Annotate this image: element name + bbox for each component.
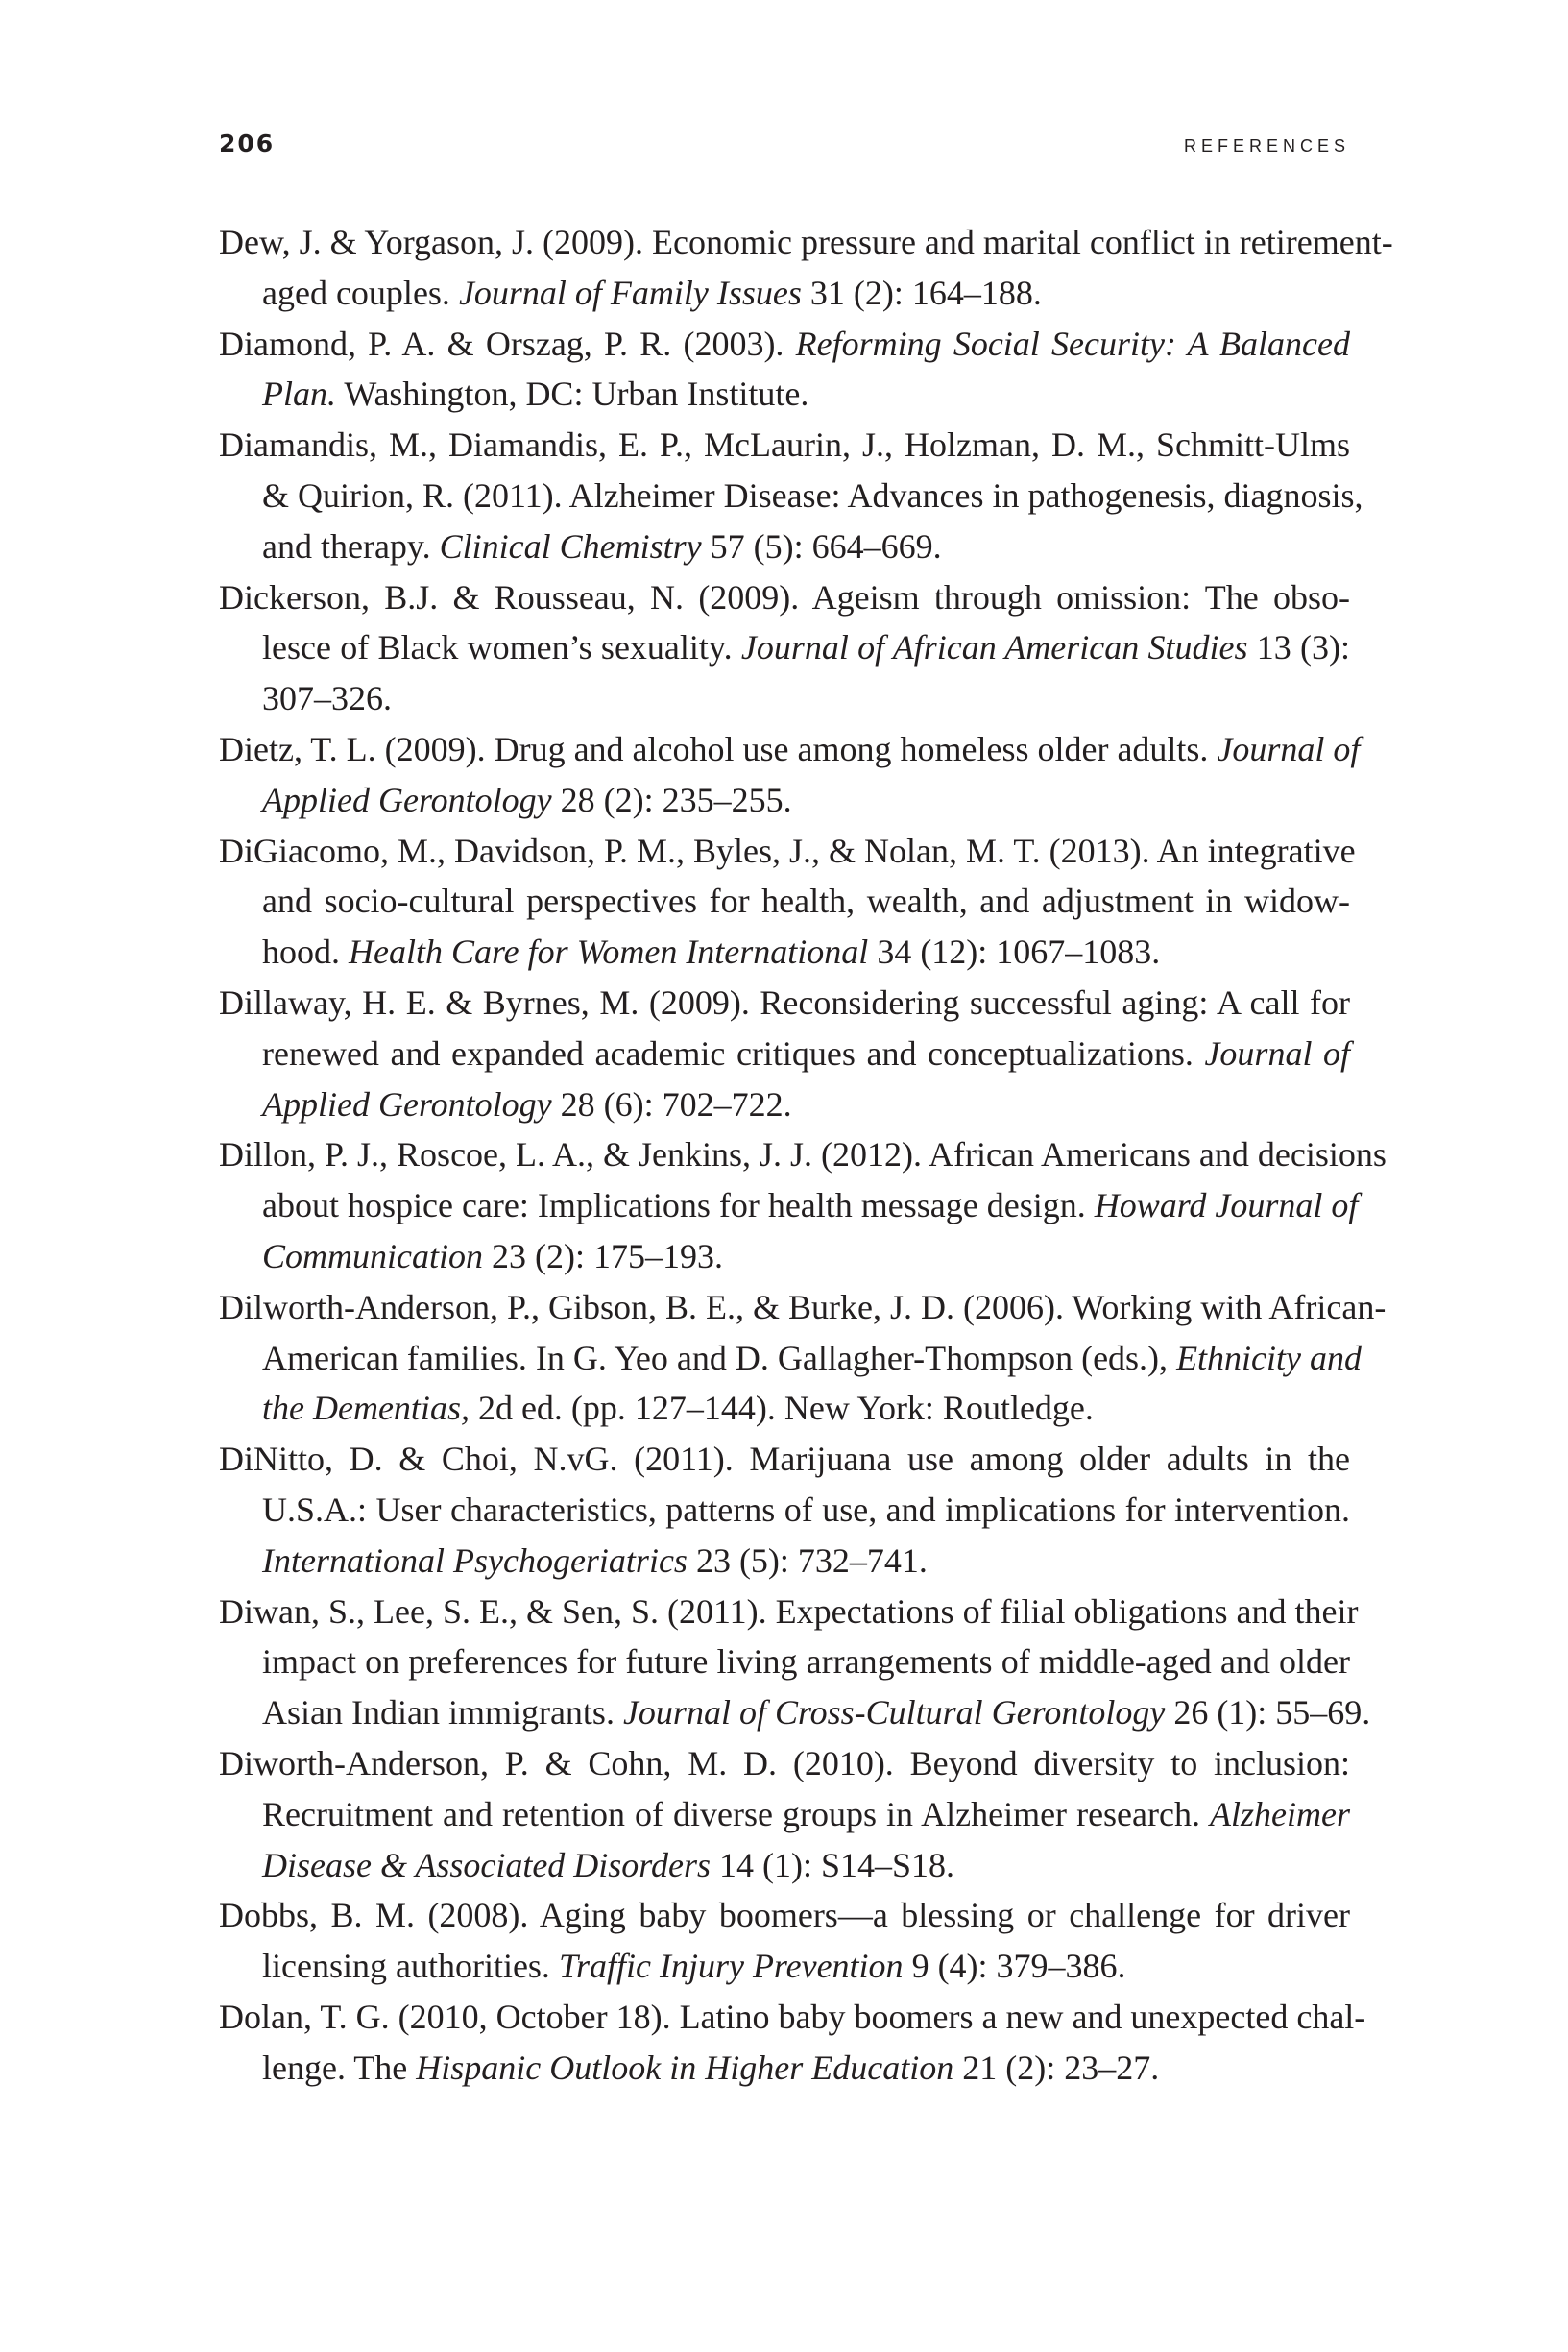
reference-line — [219, 1129, 1387, 1180]
reference-text: Dew, J. & Yorgason, J. (2009). Economic pressure and marital conflict in retirement- — [219, 223, 1393, 261]
reference-line — [219, 775, 1350, 826]
italic-title: Applied Gerontology — [262, 1084, 552, 1124]
italic-title: Applied Gerontology — [262, 780, 552, 819]
reference-text: Dilworth-Anderson, P., Gibson, B. E., & Burke, J. D. (2006). Working with African- — [219, 1287, 1387, 1326]
reference-entry — [219, 217, 1393, 319]
reference-line — [219, 673, 1350, 724]
italic-title: Journal of — [1204, 1033, 1350, 1073]
reference-line — [219, 471, 1363, 521]
italic-title: Plan. — [262, 375, 336, 414]
reference-text: lesce of Black women’s sexuality. — [262, 628, 741, 667]
reference-entry — [219, 826, 1356, 978]
reference-line — [219, 1687, 1371, 1738]
running-head — [219, 128, 1350, 160]
reference-line — [219, 2043, 1350, 2094]
reference-entry — [219, 1738, 1350, 1890]
reference-line — [219, 319, 1350, 370]
reference-line — [219, 217, 1393, 268]
reference-line — [219, 1434, 1350, 1485]
italic-title: Health Care for Women International — [349, 933, 869, 972]
reference-text: 23 (2): 175–193. — [483, 1236, 723, 1275]
reference-text: U.S.A.: User characteristics, patterns of use, and implications for intervention. — [262, 1490, 1350, 1529]
reference-text: DiGiacomo, M., Davidson, P. M., Byles, J., & Nolan, M. T. (2013). An integrative — [219, 831, 1356, 870]
reference-text: Dickerson, B.J. & Rousseau, N. (2009). Ageism through omission: The obso- — [219, 577, 1350, 617]
reference-line — [219, 268, 1350, 319]
reference-text: Diamond, P. A. & Orszag, P. R. (2003). — [219, 324, 796, 363]
reference-text: 21 (2): 23–27. — [953, 2048, 1160, 2087]
reference-line — [219, 369, 1350, 420]
reference-line — [219, 1941, 1350, 1992]
italic-title: Clinical Chemistry — [439, 526, 702, 566]
reference-text: DiNitto, D. & Choi, N.vG. (2011). Marijuana use among older adults in the — [219, 1440, 1350, 1479]
reference-text: renewed and expanded academic critiques and conceptualizations. — [262, 1033, 1205, 1073]
reference-line — [219, 1485, 1350, 1536]
reference-entry — [219, 1282, 1387, 1434]
reference-text: impact on preferences for future living arrangements of middle-aged and older — [262, 1642, 1350, 1682]
reference-text: and therapy. — [262, 526, 440, 566]
reference-text: & Quirion, R. (2011). Alzheimer Disease: Advances in pathogenesis, diagnosis, — [262, 475, 1363, 515]
italic-title: Ethnicity and — [1176, 1338, 1363, 1377]
reference-line — [219, 572, 1350, 623]
italic-title: Journal of Cross-Cultural Gerontology — [622, 1693, 1166, 1733]
italic-title: Howard Journal of — [1094, 1186, 1359, 1225]
reference-line — [219, 1029, 1350, 1079]
reference-line — [219, 1587, 1359, 1637]
italic-title: Disease & Associated Disorders — [262, 1845, 711, 1884]
reference-line — [219, 521, 1350, 572]
reference-text: Diworth-Anderson, P. & Cohn, M. D. (2010). Beyond diversity to inclusion: — [219, 1743, 1350, 1782]
italic-title: Communication — [262, 1236, 483, 1275]
italic-title: the Dementias, — [262, 1389, 470, 1428]
reference-entry — [219, 572, 1350, 724]
reference-text: aged couples. — [262, 273, 459, 312]
reference-text: Washington, DC: Urban Institute. — [336, 375, 809, 414]
reference-text: 28 (6): 702–722. — [551, 1084, 792, 1124]
reference-entry — [219, 1129, 1387, 1281]
reference-line — [219, 876, 1350, 927]
page-number: 206 — [219, 130, 276, 158]
reference-text: 307–326. — [262, 679, 392, 718]
reference-text: American families. In G. Yeo and D. Gallagher-Thompson (eds.), — [262, 1338, 1177, 1377]
reference-text: Dolan, T. G. (2010, October 18). Latino baby boomers a new and unexpected chal- — [219, 1997, 1366, 2036]
italic-title: International Psychogeriatrics — [262, 1540, 688, 1580]
reference-line — [219, 1333, 1363, 1384]
reference-text: 13 (3): — [1247, 628, 1351, 667]
reference-text: 9 (4): 379–386. — [903, 1947, 1126, 1986]
reference-text: licensing authorities. — [262, 1947, 559, 1986]
reference-text: 23 (5): 732–741. — [687, 1540, 928, 1580]
reference-line — [219, 1738, 1350, 1789]
reference-entry — [219, 978, 1350, 1129]
reference-text: and socio-cultural perspectives for health, wealth, and adjustment in widow- — [262, 882, 1350, 921]
reference-text: 34 (12): 1067–1083. — [868, 933, 1161, 972]
reference-text: 28 (2): 235–255. — [551, 780, 792, 819]
reference-text: Asian Indian immigrants. — [262, 1693, 623, 1733]
reference-text: Dillon, P. J., Roscoe, L. A., & Jenkins, J. J. (2012). African Americans and decisions — [219, 1135, 1387, 1175]
reference-entry — [219, 1587, 1371, 1738]
reference-line — [219, 1637, 1350, 1687]
reference-line — [219, 1536, 1350, 1587]
reference-text: Recruitment and retention of diverse groups in Alzheimer research. — [262, 1794, 1211, 1833]
reference-text: Dobbs, B. M. (2008). Aging baby boomers—a blessing or challenge for driver — [219, 1896, 1350, 1935]
reference-line — [219, 420, 1350, 471]
reference-line — [219, 622, 1350, 673]
reference-line — [219, 1231, 1350, 1282]
reference-line — [219, 1992, 1366, 2043]
reference-text: about hospice care: Implications for health message design. — [262, 1186, 1095, 1225]
reference-entry — [219, 319, 1350, 421]
reference-text: Dietz, T. L. (2009). Drug and alcohol use among homeless older adults. — [219, 729, 1218, 768]
reference-entry — [219, 420, 1363, 571]
reference-line — [219, 1180, 1359, 1231]
section-title: REFERENCES — [1183, 136, 1350, 156]
reference-line — [219, 1840, 1350, 1891]
italic-title: Journal of Family Issues — [458, 273, 802, 312]
reference-line — [219, 1079, 1350, 1130]
italic-title: Alzheimer — [1210, 1794, 1350, 1833]
italic-title: Hispanic Outlook in Higher Education — [416, 2048, 954, 2087]
reference-line — [219, 724, 1361, 775]
reference-line — [219, 1890, 1350, 1941]
reference-text: Diwan, S., Lee, S. E., & Sen, S. (2011). Expectations of filial obligations and their — [219, 1591, 1359, 1631]
reference-entry — [219, 1890, 1350, 1992]
reference-entry — [219, 1434, 1350, 1586]
reference-line — [219, 1282, 1387, 1333]
reference-line — [219, 1383, 1350, 1434]
reference-list — [219, 217, 1393, 2093]
italic-title: Traffic Injury Prevention — [558, 1947, 904, 1986]
reference-text: hood. — [262, 933, 349, 972]
reference-line — [219, 927, 1350, 978]
reference-line — [219, 978, 1350, 1029]
reference-text: Diamandis, M., Diamandis, E. P., McLaurin, J., Holzman, D. M., Schmitt-Ulms — [219, 425, 1350, 465]
reference-entry — [219, 1992, 1366, 2094]
reference-text: lenge. The — [262, 2048, 417, 2087]
reference-text: 26 (1): 55–69. — [1165, 1693, 1371, 1733]
reference-line — [219, 1789, 1350, 1840]
italic-title: Journal of African American Studies — [740, 628, 1248, 667]
reference-text: Dillaway, H. E. & Byrnes, M. (2009). Reconsidering successful aging: A call for — [219, 982, 1350, 1022]
italic-title: Reforming Social Security: A Balanced — [795, 324, 1350, 363]
reference-text: 57 (5): 664–669. — [701, 526, 942, 566]
reference-text: 2d ed. (pp. 127–144). New York: Routledge. — [469, 1389, 1094, 1428]
reference-line — [219, 826, 1356, 877]
italic-title: Journal of — [1217, 729, 1361, 768]
reference-text: 14 (1): S14–S18. — [710, 1845, 955, 1884]
reference-text: 31 (2): 164–188. — [801, 273, 1042, 312]
reference-entry — [219, 724, 1361, 826]
